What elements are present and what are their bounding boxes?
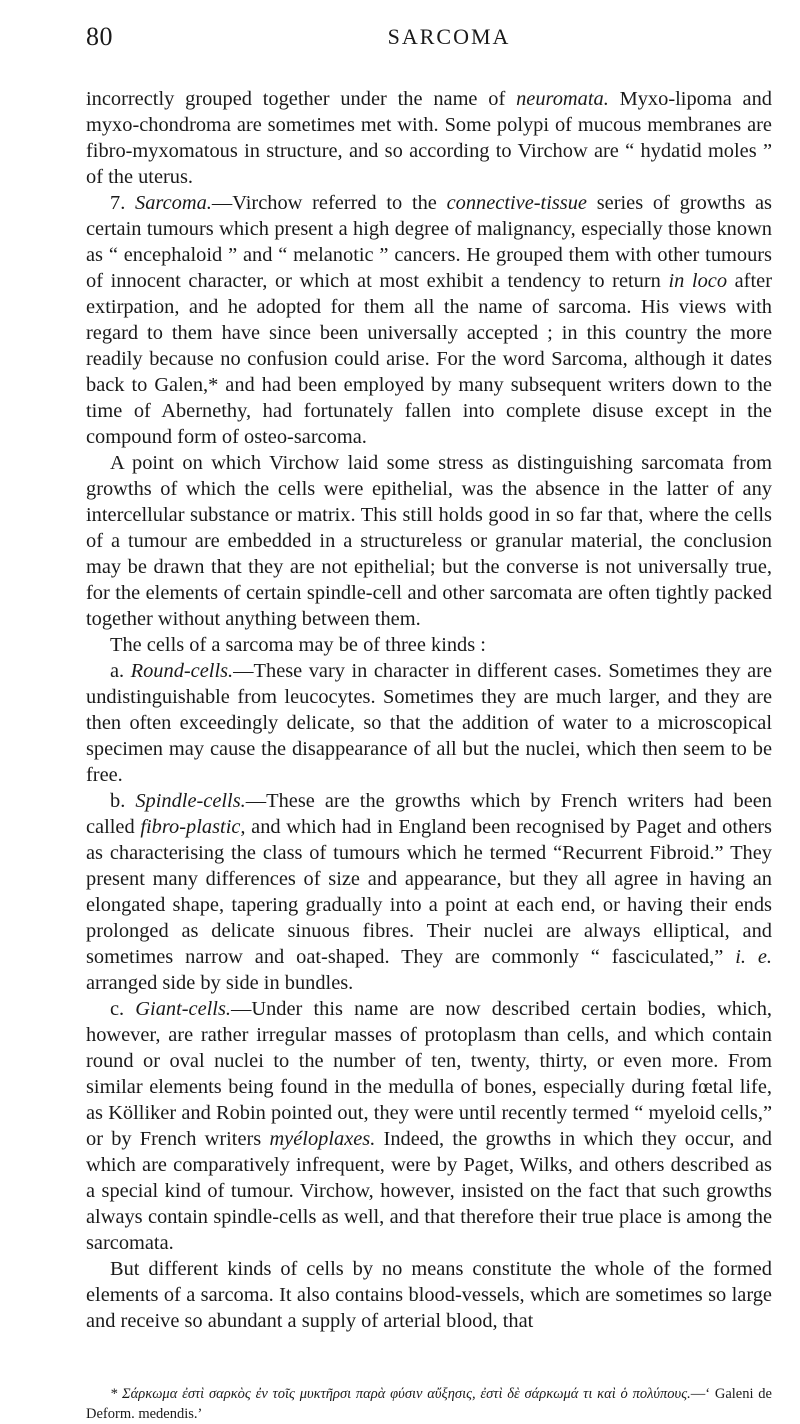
text-run: —These are the growths which by French writers had been called <box>86 790 773 838</box>
italic-run: Giant-cells. <box>135 998 231 1020</box>
paragraph <box>86 658 772 788</box>
italic-run: fibro-plastic, <box>140 816 246 838</box>
paragraph <box>86 86 772 190</box>
italic-run: neuromata. <box>516 88 609 110</box>
text-run: series of growths as certain tumours which present a high degree of malignancy, especially those known as “ encephaloid ” and “ melanotic ” cancers. He grouped them with other tumours of innocent character, or which at most exhibit a tendency to return <box>86 192 772 292</box>
text-run: A point on which Virchow laid some stress as distinguishing sarcomata from growths of which the cells were epithelial, was the absence in the latter of any intercellular substance or matrix. This still holds good in so far that, where the cells of a tumour are embedded in a structureless or granular material, the conclusion may be drawn that they are not epithelial; but the converse is not universally true, for the elements of certain spindle-cell and other sarcomata are often tightly packed together without anything between them. <box>86 452 772 630</box>
page-number: 80 <box>86 22 113 51</box>
italic-run: myéloplaxes. <box>269 1128 376 1150</box>
footnote-citation: —‘ Galeni de Deform. medendis.’ <box>86 1386 772 1422</box>
paragraph <box>86 632 772 658</box>
footnote <box>86 1384 772 1424</box>
italic-run: connective-tissue <box>446 192 587 214</box>
text-run: and which had in England been recognised by Paget and others as characterising the class of tumours which he termed “Recurrent Fibroid.” They present many differences of size and appearance, but they all agree in having an elongated shape, tapering gradually into a point at each end, or having their ends prolonged as delicate sinuous fibres. Their nuclei are always elliptical, and sometimes narrow and oat-shaped. They are commonly “ fasciculated,” <box>86 816 772 968</box>
text-run: 7. <box>110 192 136 214</box>
text-run: —These vary in character in different cases. Sometimes they are undistinguishable from leucocytes. Sometimes they are much larger, and they are then often exceedingly delicate, so that the addition of water to a microscopical specimen may cause the disappearance of all but the nuclei, which then seem to be free. <box>86 660 772 786</box>
text-run: incorrectly grouped together under the name of <box>86 88 517 110</box>
text-run: —Under this name are now described certain bodies, which, however, are rather irregular masses of protoplasm than cells, and which contain round or oval nuclei to the number of ten, twenty, thirty, or even more. From similar elements being found in the medulla of bones, especially during fœtal life, as Kölliker and Robin pointed out, they were until recently termed “ myeloid cells,” or by French writers <box>86 998 772 1150</box>
paragraph <box>86 996 772 1256</box>
text-run: after extirpation, and he adopted for them all the name of sarcoma. His views with regard to them have since been universally accepted ; in this country the more readily because no confusion could arise. For the word Sarcoma, although it dates back to Galen,* and had been employed by many subsequent writers down to the time of Abernethy, had fortunately fallen into complete disuse except in the compound form of osteo-sarcoma. <box>86 270 772 448</box>
italic-run: in loco <box>668 270 728 292</box>
text-run: —Virchow referred to the <box>211 192 447 214</box>
page-header <box>86 22 772 62</box>
paragraph <box>86 788 772 996</box>
text-run: b. <box>110 790 136 812</box>
body-text <box>86 86 772 1334</box>
paragraph <box>86 190 772 450</box>
italic-run: i. e. <box>735 946 773 968</box>
paragraph <box>86 450 772 632</box>
text-run: c. <box>110 998 136 1020</box>
paragraph <box>86 1256 772 1334</box>
italic-run: Spindle-cells. <box>135 790 246 812</box>
italic-run: Sarcoma. <box>135 192 212 214</box>
footnote-greek: * Σάρκωμα ἐστὶ σαρκὸς ἐν τοῖς μυκτῆρσι παρὰ φύσιν αὔξησις, ἐστὶ δὲ σάρκωμά τι καὶ ὁ πολύπους. <box>110 1386 691 1402</box>
text-run: Myxo-lipoma and myxo-chondroma are sometimes met with. Some polypi of mucous membranes are fibro-myxomatous in structure, and so according to Virchow are “ hydatid moles ” of the uterus. <box>86 88 772 188</box>
text-run: But different kinds of cells by no means constitute the whole of the formed elements of a sarcoma. It also contains blood-vessels, which are sometimes so large and receive so abundant a supply of arterial blood, that <box>86 1258 772 1332</box>
text-run: The cells of a sarcoma may be of three kinds : <box>110 634 486 656</box>
italic-run: Round-cells. <box>130 660 234 682</box>
text-run: arranged side by side in bundles. <box>86 972 354 994</box>
text-run: Indeed, the growths in which they occur, and which are comparatively infrequent, were by Paget, Wilks, and others described as a special kind of tumour. Virchow, however, insisted on the fact that such growths always contain spindle-cells as well, and that therefore their true place is among the sarcomata. <box>86 1128 772 1254</box>
text-run: a. <box>110 660 131 682</box>
running-head: SARCOMA <box>387 24 511 49</box>
